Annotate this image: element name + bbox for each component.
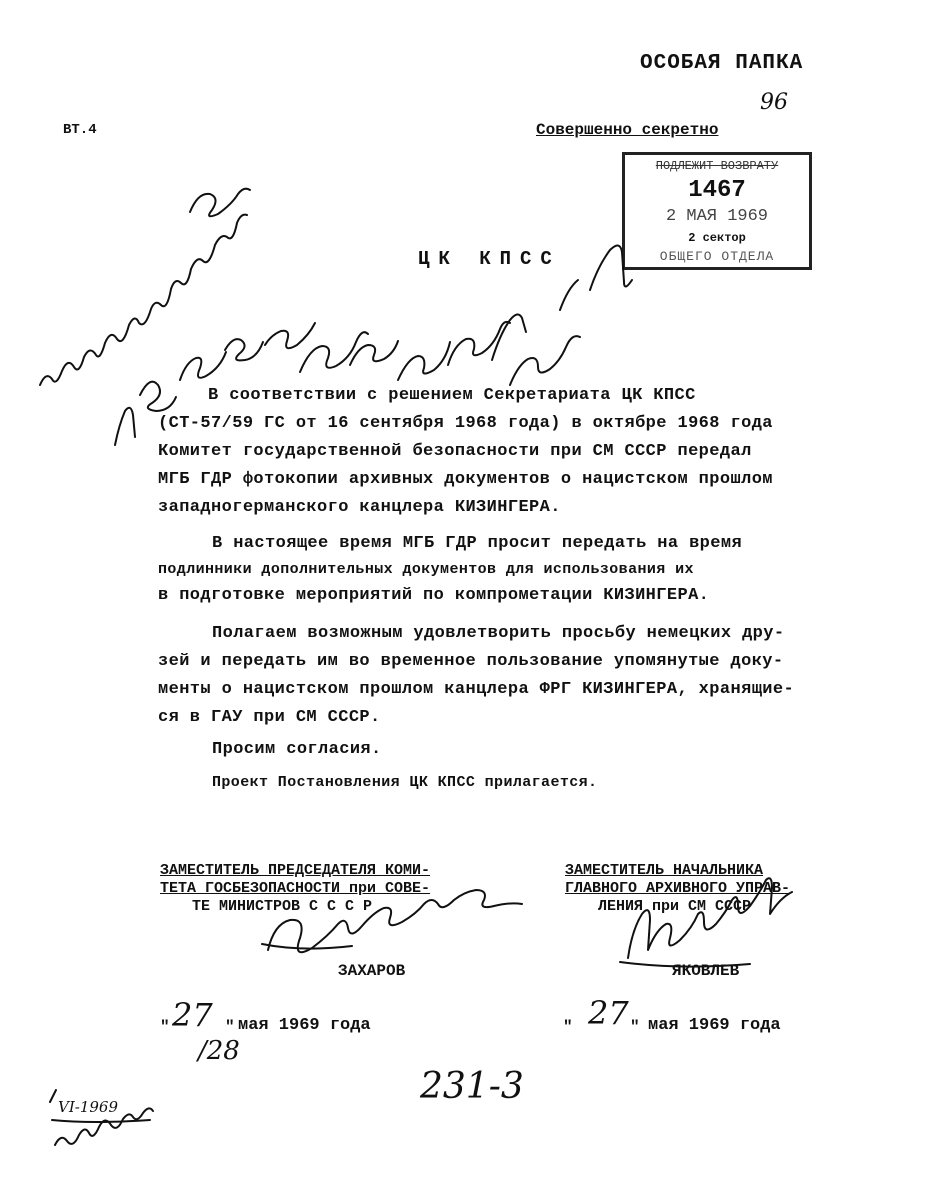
stamp-number: 1467: [688, 177, 746, 204]
stamp-date: 2 МАЯ 1969: [665, 207, 769, 226]
body-p2-line3: в подготовке мероприятий по компрометации КИЗИНГЕРА.: [158, 586, 710, 605]
body-p1-line1: В соответствии с решением Секретариата ЦК КПСС: [208, 386, 696, 405]
handwritten-bottom-date: VI-1969: [58, 1098, 118, 1116]
left-date-text: мая 1969 года: [238, 1016, 371, 1035]
right-signature-scribble: [620, 878, 792, 966]
body-p2-line1: В настоящее время МГБ ГДР просит передать на время: [212, 534, 743, 553]
right-signatory-title-line1: ЗАМЕСТИТЕЛЬ НАЧАЛЬНИКА: [565, 862, 764, 879]
left-signatory-title-line1: ЗАМЕСТИТЕЛЬ ПРЕДСЕДАТЕЛЯ КОМИ-: [160, 862, 431, 879]
page-number-handwritten: 96: [760, 90, 788, 115]
body-p1-line5: западногерманского канцлера КИЗИНГЕРА.: [158, 498, 561, 517]
resolution-scribble: [115, 245, 632, 445]
stamp-line5: ОБЩЕГО ОТДЕЛА: [659, 249, 775, 264]
stamp-sector: 2 сектор: [688, 231, 746, 245]
body-p3-line3: менты о нацистском прошлом канцлера ФРГ КИЗИНГЕРА, хранящие-: [158, 680, 795, 699]
body-p1-line2: (СТ-57/59 ГС от 16 сентября 1968 года) в октябре 1968 года: [158, 414, 773, 433]
body-request: Просим согласия.: [212, 740, 382, 759]
left-date-handwritten: 27: [172, 996, 213, 1034]
body-attachment-note: Проект Постановления ЦК КПСС прилагается.: [212, 774, 598, 791]
classification-label: Совершенно секретно: [536, 121, 719, 139]
article-label: ВТ.4: [63, 122, 97, 138]
right-signatory-name: ЯКОВЛЕВ: [672, 962, 740, 980]
body-p3-line1: Полагаем возможным удовлетворить просьбу немецких дру-: [212, 624, 785, 643]
left-signature-scribble: [262, 890, 522, 952]
right-date-open-quote: ": [563, 1018, 573, 1036]
left-signatory-name: ЗАХАРОВ: [338, 962, 406, 980]
left-signatory-title-line2: ТЕТА ГОСБЕЗОПАСНОСТИ при СОВЕ-: [160, 880, 431, 897]
right-date-text: мая 1969 года: [648, 1016, 781, 1035]
left-date-handwritten-extra: /28: [198, 1036, 240, 1066]
stamp-line1: ПОДЛЕЖИТ ВОЗВРАТУ: [655, 159, 779, 173]
addressee: ЦК КПСС: [418, 248, 561, 270]
right-signatory-title-line3: ЛЕНИЯ при СМ СССР: [598, 898, 752, 915]
left-signatory-title-line3: ТЕ МИНИСТРОВ С С С Р: [192, 898, 373, 915]
right-date-handwritten: 27: [588, 994, 629, 1032]
margin-note-scribble: [40, 215, 247, 385]
left-date-open-quote: ": [160, 1018, 170, 1036]
special-folder-label: ОСОБАЯ ПАПКА: [640, 52, 804, 75]
body-p2-line2: подлинники дополнительных документов для использования их: [158, 561, 694, 578]
right-date-close-quote: ": [630, 1018, 640, 1036]
body-p1-line4: МГБ ГДР фотокопии архивных документов о нацистском прошлом: [158, 470, 773, 489]
body-p3-line2: зей и передать им во временное пользование упомянутые доку-: [158, 652, 784, 671]
left-date-close-quote: ": [225, 1018, 235, 1036]
bottom-initials-scribble: [55, 1108, 153, 1145]
handwritten-registration: 231-3: [420, 1066, 524, 1107]
body-p1-line3: Комитет государственной безопасности при СМ СССР передал: [158, 442, 752, 461]
right-signatory-title-line2: ГЛАВНОГО АРХИВНОГО УПРАВ-: [565, 880, 791, 897]
body-p3-line4: ся в ГАУ при СМ СССР.: [158, 708, 381, 727]
